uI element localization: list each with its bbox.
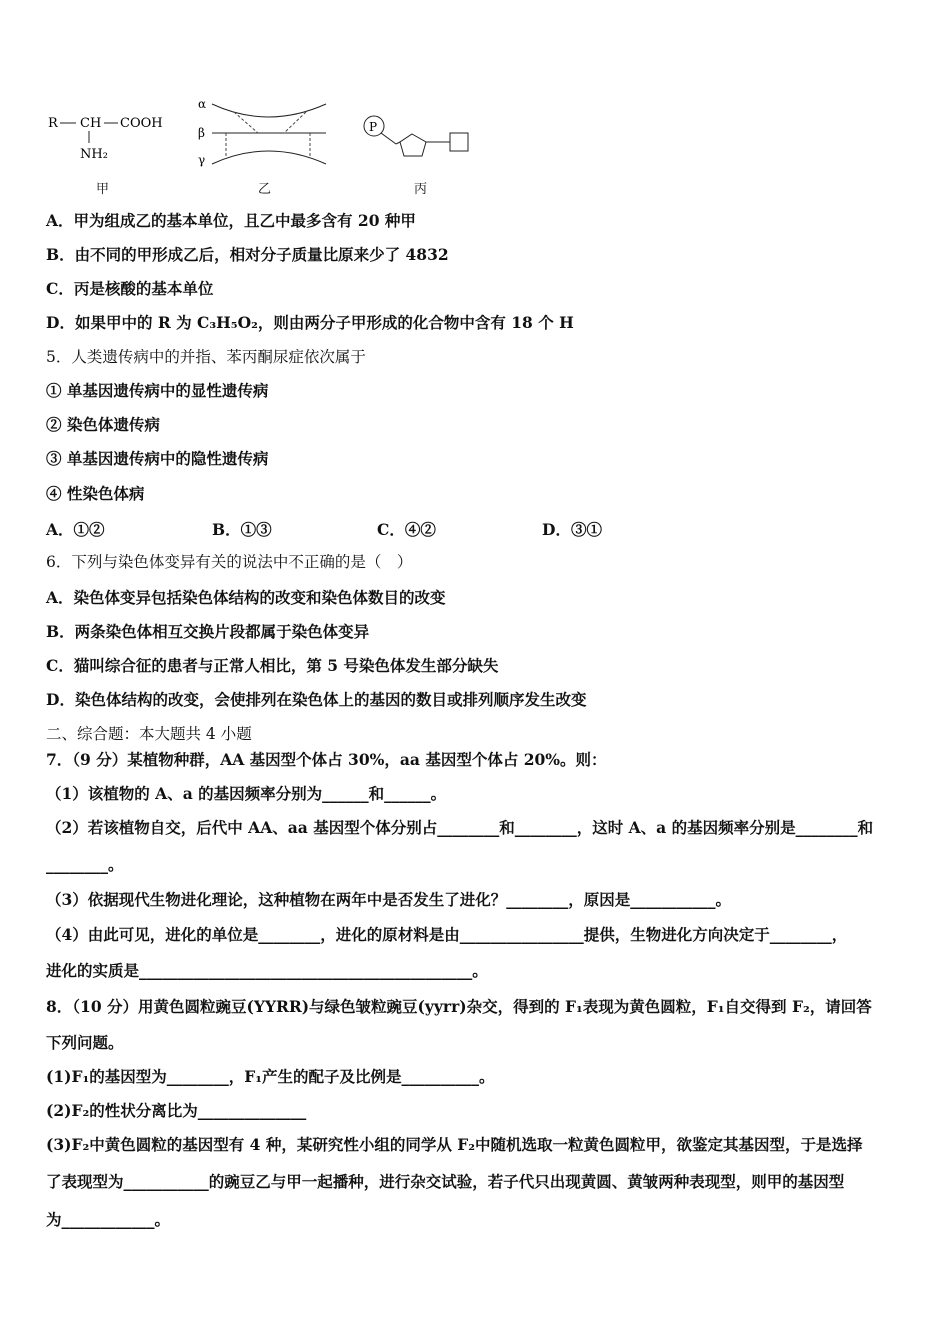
q8-part-3-line-2: 了表现型为___________的豌豆乙与甲一起播种，进行杂交试验，若子代只出现黄圆、黄皱两种表现型，则甲的基因型 <box>46 1172 845 1191</box>
q5-option-d: D．③① <box>542 520 602 539</box>
q4-option-d: D．如果甲中的 R 为 C₃H₅O₂，则由两分子甲形成的化合物中含有 18 个 H <box>46 313 574 332</box>
amino-acid-structure-figure <box>46 110 176 170</box>
q5-option-a: A．①② <box>46 520 105 539</box>
q5-item-1: ① 单基因遗传病中的显性遗传病 <box>46 381 269 400</box>
protein-chains-figure <box>196 96 336 168</box>
formula-nh2: NH₂ <box>80 147 108 162</box>
q5-item-2: ② 染色体遗传病 <box>46 415 160 434</box>
q8-part-2: (2)F₂的性状分离比为______________ <box>46 1101 307 1120</box>
caption-jia: 甲 <box>96 182 110 197</box>
q8-part-3-line-3: 为____________。 <box>46 1210 171 1229</box>
caption-bing: 丙 <box>414 182 428 197</box>
label-beta: β <box>198 126 205 140</box>
q5-stem: 5．人类遗传病中的并指、苯丙酮尿症依次属于 <box>46 348 366 366</box>
q6-stem: 6．下列与染色体变异有关的说法中不正确的是（ ） <box>46 553 413 571</box>
q6-option-c: C．猫叫综合征的患者与正常人相比，第 5 号染色体发生部分缺失 <box>46 656 499 675</box>
q5-option-c: C．④② <box>377 520 436 539</box>
formula-ch: CH <box>80 116 102 131</box>
phosphate-label: P <box>369 120 378 134</box>
pentose-pentagon-shape <box>400 134 426 156</box>
q7-part-3: （3）依据现代生物进化理论，这种植物在两年中是否发生了进化？________，原因是___________。 <box>46 890 732 909</box>
q7-part-4-line-2: 进化的实质是___________________________________________。 <box>46 961 488 980</box>
label-alpha: α <box>198 97 207 111</box>
q7-part-2-line-2: ________。 <box>46 855 124 874</box>
formula-r: R <box>48 116 58 131</box>
q7-part-2-line-1: （2）若该植物自交，后代中 AA、aa 基因型个体分别占________和________，这时 A、a 的基因频率分别是________和 <box>46 818 874 837</box>
formula-cooh: COOH <box>120 116 163 131</box>
base-square-shape <box>450 133 468 151</box>
caption-yi: 乙 <box>258 182 272 197</box>
q8-part-3-line-1: (3)F₂中黄色圆粒的基因型有 4 种，某研究性小组的同学从 F₂中随机选取一粒黄色圆粒甲，欲鉴定其基因型，于是选择 <box>46 1135 863 1154</box>
q8-stem-line-2: 下列问题。 <box>46 1033 124 1052</box>
q6-option-b: B．两条染色体相互交换片段都属于染色体变异 <box>46 622 370 641</box>
q7-part-4-line-1: （4）由此可见，进化的单位是________，进化的原材料是由________________提供，生物进化方向决定于________， <box>46 925 848 944</box>
nucleotide-figure <box>360 112 476 162</box>
q5-item-4: ④ 性染色体病 <box>46 484 145 503</box>
q6-option-a: A．染色体变异包括染色体结构的改变和染色体数目的改变 <box>46 588 446 607</box>
label-gamma: γ <box>198 153 206 167</box>
q6-option-d: D．染色体结构的改变，会使排列在染色体上的基因的数目或排列顺序发生改变 <box>46 690 587 709</box>
section-heading: 二、综合题：本大题共 4 小题 <box>46 725 252 743</box>
q4-option-a: A．甲为组成乙的基本单位，且乙中最多含有 20 种甲 <box>46 211 416 230</box>
q5-option-b: B．①③ <box>212 520 272 539</box>
q5-item-3: ③ 单基因遗传病中的隐性遗传病 <box>46 449 269 468</box>
q8-stem-line-1: 8．（10 分）用黄色圆粒豌豆(YYRR)与绿色皱粒豌豆(yyrr)杂交，得到的 F₁表现为黄色圆粒，F₁自交得到 F₂，请回答 <box>46 997 872 1016</box>
q7-stem: 7．（9 分）某植物种群，AA 基因型个体占 30%，aa 基因型个体占 20%。则： <box>46 750 607 769</box>
q4-option-b: B．由不同的甲形成乙后，相对分子质量比原来少了 4832 <box>46 245 449 264</box>
q7-part-1: （1）该植物的 A、a 的基因频率分别为______和______。 <box>46 784 447 803</box>
q8-part-1: (1)F₁的基因型为________，F₁产生的配子及比例是__________。 <box>46 1067 495 1086</box>
q4-option-c: C．丙是核酸的基本单位 <box>46 279 214 298</box>
